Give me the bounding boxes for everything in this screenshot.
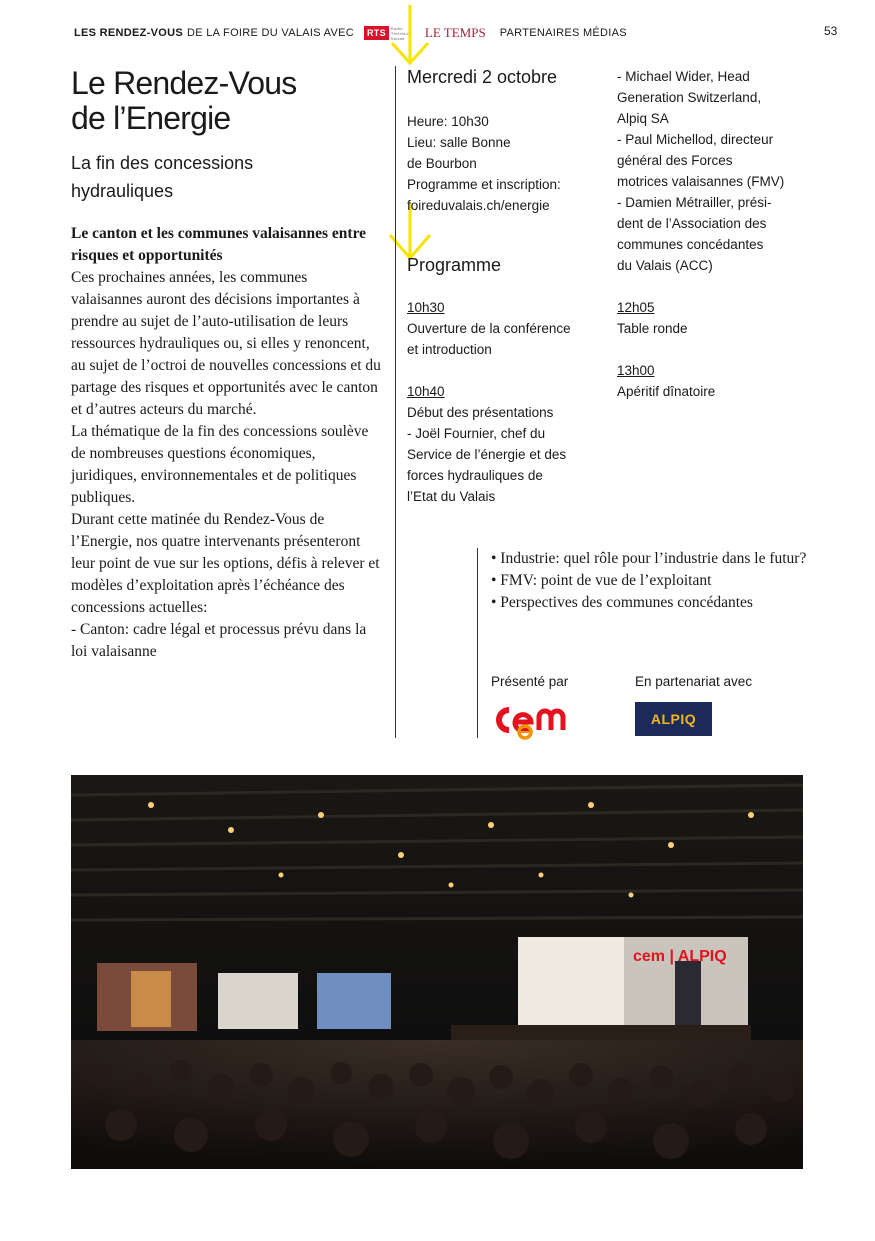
programme-item-line: Table ronde: [617, 321, 688, 336]
arrow-down-icon: [390, 5, 430, 67]
programme-item-line: Ouverture de la conférence: [407, 321, 571, 336]
event-place: Lieu: salle Bonne: [407, 135, 511, 150]
event-date: Mercredi 2 octobre: [407, 67, 558, 87]
topic-bullet: • Industrie: quel rôle pour l’industrie dans le futur?: [491, 550, 807, 567]
conference-photo: [71, 775, 803, 1169]
subtitle-line: hydrauliques: [71, 181, 174, 201]
title-line: de l’Energie: [71, 100, 231, 136]
page-number: 53: [824, 24, 838, 38]
topic-bullet: • Perspectives des communes concédantes: [491, 594, 753, 611]
screen-logo-text: cem | ALPIQ: [633, 948, 727, 965]
programme-item-line: Apéritif dînatoire: [617, 384, 716, 399]
speaker-line: - Damien Métrailler, prési-: [617, 195, 772, 210]
media-partners-label: PARTENAIRES MÉDIAS: [499, 27, 627, 39]
event-place: de Bourbon: [407, 156, 477, 171]
article-title: [71, 66, 381, 136]
series-subtitle: DE LA FOIRE DU VALAIS AVEC: [187, 27, 354, 39]
article-subtitle: [71, 149, 381, 205]
programme-item-line: l’Etat du Valais: [407, 489, 496, 504]
programme-time: 12h05: [617, 300, 655, 315]
programme-item-line: Début des présentations: [407, 405, 554, 420]
speaker-line: - Michael Wider, Head: [617, 69, 750, 84]
programme-item-line: - Joël Fournier, chef du: [407, 426, 546, 441]
programme-time: 10h30: [407, 300, 445, 315]
rts-logo-box: RTS: [364, 26, 389, 40]
speaker-line: communes concédantes: [617, 237, 764, 252]
speaker-line: Generation Switzerland,: [617, 90, 762, 105]
rts-logo-tagline: Radio Télévision Suisse: [390, 25, 412, 41]
speaker-line: Alpiq SA: [617, 111, 669, 126]
article-paragraph: - Canton: cadre légal et processus prévu dans la loi valaisanne: [71, 621, 367, 660]
speaker-line: général des Forces: [617, 153, 733, 168]
programme-item-line: et introduction: [407, 342, 492, 357]
le-temps-logo: LE TEMPS: [424, 25, 486, 40]
topic-bullet: • FMV: point de vue de l’exploitant: [491, 572, 712, 589]
programme-item-line: forces hydrauliques de: [407, 468, 543, 483]
speaker-line: dent de l’Association des: [617, 216, 767, 231]
column-divider: [395, 66, 396, 738]
programme-continued-column: [617, 66, 807, 402]
cem-logo: [491, 700, 571, 740]
speaker-line: du Valais (ACC): [617, 258, 713, 273]
programme-time: 13h00: [617, 363, 655, 378]
topic-bullets: [491, 548, 811, 614]
alpiq-logo: ALPIQ: [635, 702, 712, 736]
speaker-line: - Paul Michellod, directeur: [617, 132, 774, 147]
event-details: [407, 111, 603, 216]
registration-link[interactable]: foireduvalais.ch/energie: [407, 198, 550, 213]
presented-by-label: Présenté par: [491, 674, 569, 689]
registration-label: Programme et inscription:: [407, 177, 561, 192]
programme-title: Programme: [407, 255, 502, 275]
article-paragraph: Ces prochaines années, les communes valaisannes auront des décisions importantes à prendre au sujet de l’auto-utilisation de leurs ressources hydrauliques ou, si elles y renoncent, au sujet de l’octroi de nouvelles concessions et du partage des risques et opportunités avec le canton et d’autres acteurs du marché.: [71, 269, 381, 418]
programme-item-line: Service de l’énergie et des: [407, 447, 567, 462]
conference-hall-illustration: [71, 775, 803, 1169]
article-paragraph: La thématique de la fin des concessions soulève de nombreuses questions économiques, juridiques, environnementales et de politiques publiques.: [71, 423, 369, 506]
speaker-line: motrices valaisannes (FMV): [617, 174, 785, 189]
page-header: [74, 25, 627, 41]
subtitle-line: La fin des concessions: [71, 153, 254, 173]
event-time: Heure: 10h30: [407, 114, 489, 129]
partnership-label: En partenariat avec: [635, 674, 753, 689]
article-paragraph: Durant cette matinée du Rendez-Vous de l’Energie, nos quatre intervenants présenteront leur point de vue sur les options, défis à relever et modèles d’exploitation après l’échéance des concessions actuelles:: [71, 511, 380, 616]
article-lead: Le canton et les communes valaisannes entre risques et opportunités: [71, 225, 367, 264]
title-line: Le Rendez-Vous: [71, 65, 297, 101]
event-info-column: [407, 66, 603, 507]
article-column: [71, 66, 381, 663]
series-name: LES RENDEZ-VOUS: [74, 27, 184, 39]
programme-time: 10h40: [407, 384, 445, 399]
column-divider: [477, 548, 478, 738]
